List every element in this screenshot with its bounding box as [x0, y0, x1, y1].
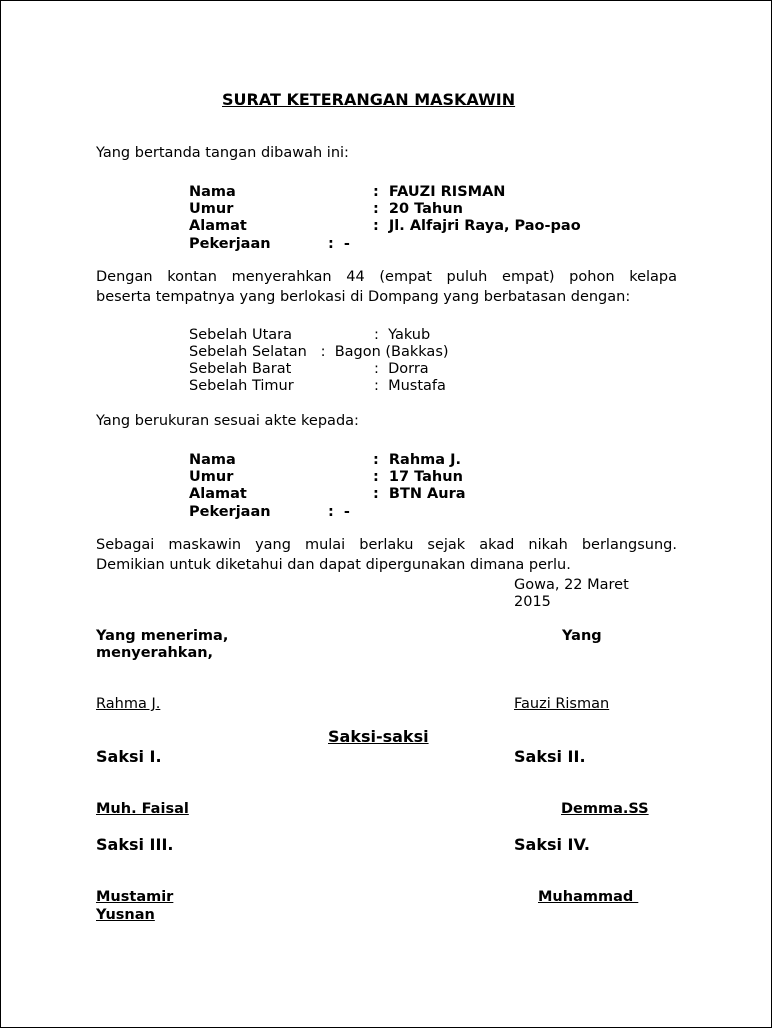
giver-age-label: Umur	[189, 201, 234, 217]
witness-1-label: Saksi I.	[96, 747, 162, 766]
border-north-value: : Yakub	[374, 327, 431, 343]
intro-text: Yang bertanda tangan dibawah ini:	[96, 145, 349, 161]
recipient-job-value: : -	[328, 504, 350, 520]
witness-1-name: Muh. Faisal	[96, 801, 189, 817]
border-east-label: Sebelah Timur	[189, 378, 294, 394]
border-west-value: : Dorra	[374, 361, 429, 377]
recipient-intro: Yang berukuran sesuai akte kepada:	[96, 413, 359, 429]
recipient-age-label: Umur	[189, 469, 234, 485]
border-south: Sebelah Selatan : Bagon (Bakkas)	[189, 344, 449, 360]
closing-line-2: Demikian untuk diketahui dan dapat dipergunakan dimana perlu.	[96, 557, 571, 573]
border-north-label: Sebelah Utara	[189, 327, 292, 343]
witnesses-heading: Saksi-saksi	[328, 727, 429, 746]
witness-3-name-line-2: Yusnan	[96, 907, 155, 923]
recipient-address-value: : BTN Aura	[373, 486, 466, 502]
giver-signature-name: Fauzi Risman	[514, 696, 610, 712]
witness-4-name: Muhammad	[538, 889, 639, 905]
receiver-signature-name: Rahma J.	[96, 696, 161, 712]
witness-3-label: Saksi III.	[96, 835, 174, 854]
witness-3-name-line-1: Mustamir	[96, 889, 174, 905]
witness-4-label: Saksi IV.	[514, 835, 590, 854]
giver-address-label: Alamat	[189, 218, 247, 234]
place-date-line-2: 2015	[514, 594, 551, 610]
giver-job-value: : -	[328, 236, 350, 252]
recipient-address-label: Alamat	[189, 486, 247, 502]
giver-name-value: : FAUZI RISMAN	[373, 184, 506, 200]
giver-age-value: : 20 Tahun	[373, 201, 463, 217]
recipient-age-value: : 17 Tahun	[373, 469, 463, 485]
receiver-label-line-1: Yang menerima,	[96, 628, 229, 644]
recipient-name-value: : Rahma J.	[373, 452, 462, 468]
border-west-label: Sebelah Barat	[189, 361, 292, 377]
giver-signature-label: Yang	[562, 628, 602, 644]
border-east-value: : Mustafa	[374, 378, 446, 394]
recipient-job-label: Pekerjaan	[189, 504, 271, 520]
closing-line-1: Sebagai maskawin yang mulai berlaku sejak akad nikah berlangsung.	[96, 537, 677, 553]
giver-address-value: : Jl. Alfajri Raya, Pao-pao	[373, 218, 581, 234]
statement-line-1: Dengan kontan menyerahkan 44 (empat puluh empat) pohon kelapa	[96, 269, 677, 285]
document-title: SURAT KETERANGAN MASKAWIN	[222, 90, 516, 109]
place-date-line-1: Gowa, 22 Maret	[514, 577, 629, 593]
witness-2-name: Demma.SS	[561, 801, 649, 817]
statement-line-2: beserta tempatnya yang berlokasi di Dompang yang berbatasan dengan:	[96, 289, 631, 305]
witness-2-label: Saksi II.	[514, 747, 586, 766]
giver-name-label: Nama	[189, 184, 236, 200]
receiver-label-line-2: menyerahkan,	[96, 645, 214, 661]
giver-job-label: Pekerjaan	[189, 236, 271, 252]
recipient-name-label: Nama	[189, 452, 236, 468]
